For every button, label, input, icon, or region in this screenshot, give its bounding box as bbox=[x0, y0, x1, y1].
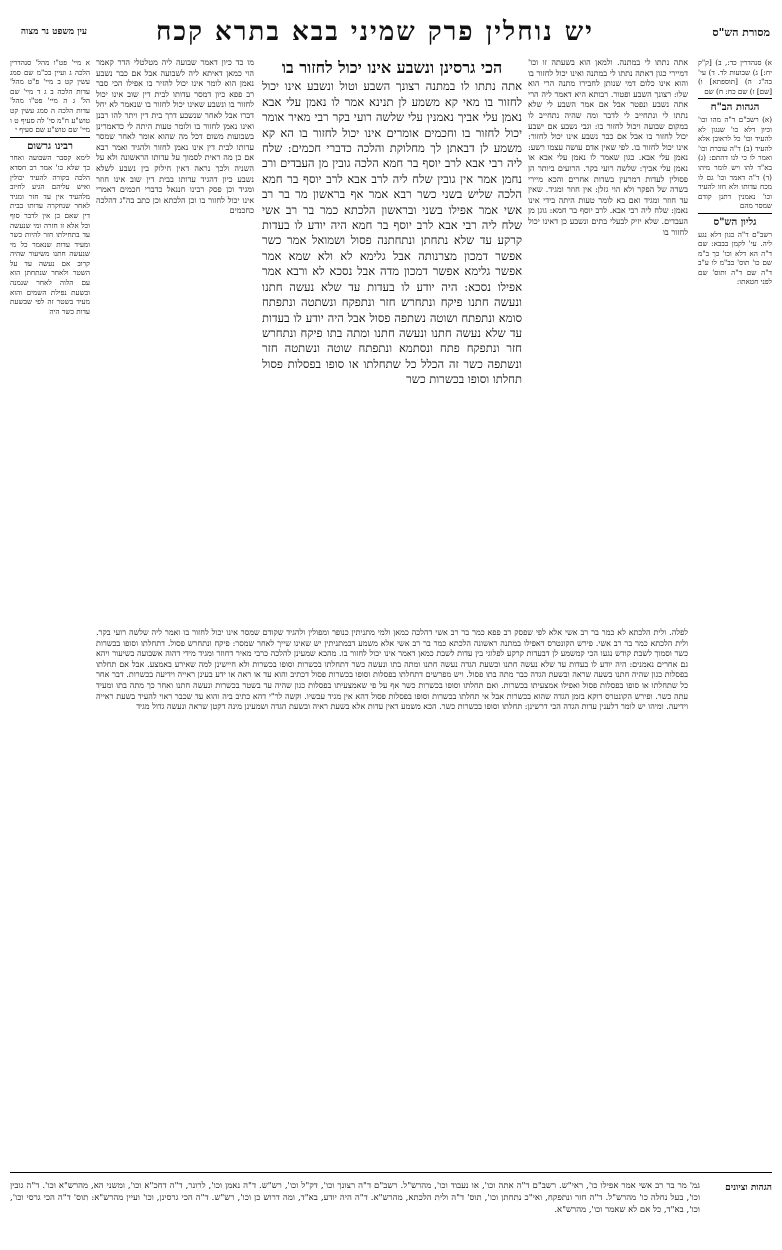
right-margin-column bbox=[698, 58, 772, 1158]
bottom-commentary-text: לפלה. ולית הלכתא לא כמר בר רב אשי אלא לפי שפסק רב פפא כמר בר רב אשי דהלכה כמאן ולמי מתניתין כנופר ומפולין ולהגיד שקודם שמסר אינו יכול לחזור בו ואמר ליה שלשה רועי בקר. ולית הלכתא כמר בר רב אשי. פירש הקונטרס דאפילו במתנה ראשונה הלכתא כמר בר רב אשי אלא משמע דבמתניתין יש שאינו שייך לאחר שמסר: פיקח ונתחרש פסול. דתחלתו וסופו בכשרות כשר וסמוך לשבת קודש נגעו הכי קמשמע לן דבעדות קרקע לפלוגי בין עדות לשבת כמאן דאמר אינו יכול לחזור בו. מהכא שמעינן להלכה כרבי מאיר דחוזר ומגיד מידי דהוה אשבועה בשיעור ויהא גם אחרים נאמנים: היה יודע לו בעדות עד שלא נעשה חתנו ובשעת הגדה נעשה חתנו ומתה בתו ונעשה כשר דתחלתו בכשרות וסופו בכשרות ולא חיישינן למה שאירע באמצע. אבל אם תחלתו בפסלות כגון שהיה חתנו בשעה שראה ובשעת הגדה כבר מתה בתו פסול. ויש מפרשים דתחלתו בפסלות וסופו בכשרות פסול דכתיב והוא עד או ראה או ידע בעינן ראייה וידיעה בכשרות. דבר אחר כל שתחלתו או סופו בפסלות פסול ואפילו אמצעיתו בכשרות. ואם תחלתו וסופו בכשרות כשר אף על פי שאמצעיתו בפסלות כגון שהיה עד בשטר בכשרות ונעשה חתנו ואחר כך מתה בתו ומעיד עתה כשר. ופירש הקונטרס דוקא בזמן הגדה שהוא בכשרות אבל אי תחלתו בכשרות וסופו בפסלות פסול דהא אין מגיד עכשיו. וקשה לר"י דהא כתיב ביה והוא עד שכבר ראוי להעיד בשעת ראייה וידיעה. ומיהו יש לומר דלענין עדות הגדה הכי דרשינן: תחלתו וסופו בכשרות כשר. הכא משמע דאין עדות אלא בשעת ראיה ובשעת הגדה ושמעינן מינה דקטן שראה ונעשה גדול מגיד bbox=[96, 628, 688, 712]
masoret-hashas-text: א) סנהדרין כד:, ב) [ק"ק יח:] ג) שבועות לד. ד) עי' בה"ג ה) [תוספתא] ו) [שם] ז) שם כח: ח) שם bbox=[698, 58, 772, 96]
ein-mishpat-text: א מיי' פט"ו מהל' סנהדרין הלכה ג ועיין בכ"מ שם סמג עשין קט ב מיי' פ"ט מהל' עדות הלכה ב ג ד מיי' שם הל' ג ה מיי' פט"ו מהל' עדות הלכה ה סמג עשין קט טוש"ע ח"מ סי' לה סעיף ט ו מיי' שם טוש"ע שם סעיף י bbox=[10, 58, 90, 135]
header-ein-mishpat-label: עין משפט נר מצוה bbox=[20, 26, 87, 37]
rashbam-text: אתה נתתו לי במתנה. ולמאן הוא בשעתה זו וכו' דמיירי כגון דאתה נתתו לי במתנה ואינו יכול לחזור בו והוא אינו כלום דמי שנותן לחבירו מתנה הרי הוא שלו: רצונך השבע ופטור. רבותא היא דאמר ליה הרי אתה נשבע ונפטר אבל אם אמר השבע לי שלא נתתו לי ונתחייב לי לדבר ומה שהיה נתחייב לו במקום שבועה ויכול לחזור בו: וגבי נשבע אם ישבע יכול לחזור בו אבל אם כבר נשבע אינו יכול לחזור: אינו יכול לחזור בו. לפי שאין אדם עושה עצמו רשע: נאמן עלי אבא. כגון שאמר לו נאמן עלי אבא או נאמן עלי אביך: שלשה רועי בקר. הרועים ביותר הן פסולין לעדות דמרעין בשדות אחרים והכא מיירי בשדה של הפקר ולא הוי גזלן: אין חוזר ומגיד. שאין עד חוזר ומגיד ואם בא לומר טעות היתה בידי אינו נאמן: שלח ליה רבי אבא. לרב יוסף בר חמא: גוגן מן העבדים. שלא יזיק לבעלי בתים ונשבע כן דאינו יכול לחזור בו bbox=[528, 58, 688, 237]
divider bbox=[698, 98, 772, 99]
footer-label: הגהות וציונים bbox=[725, 1183, 772, 1193]
gilyon-text: רשב"ם ד"ה כגון דלא נגע ליה. עי' לקמן בבבא: שם ד"ה הא דלא וכו' כך ב"מ שם כו' תוס' בב"מ לו ע"ב ד"ה שם ד"ה ותוס' שם לפני חטאתו: bbox=[698, 229, 772, 287]
page-title: יש נוחלין פרק שמיני בבא בתרא קכח bbox=[156, 17, 594, 47]
rashbam-commentary bbox=[528, 58, 688, 618]
footer-divider bbox=[10, 1172, 772, 1173]
gemara-text-block bbox=[262, 58, 522, 618]
tosafot-commentary bbox=[96, 58, 254, 618]
gemara-text: אתה נתתו לו במתנה רצונך השבע וטול ונשבע אינו יכול לחזור בו מאי קא משמע לן תנינא אמר לו נאמן עלי אבא נאמן עלי אביך נאמנין עלי שלשה רועי בקר רבי מאיר אומר יכול לחזור בו וחכמים אומרים אינו יכול לחזור בו הא קא משמע לן דבאתן לך מחלוקת והלכה כדברי חכמים: שלח ליה רבי אבא לרב יוסף בר חמא הלכה גובין מן העבדים ורב נחמן אמר אין גובין שלח ליה לרב אבא לרב יוסף בר חמא הלכה שליש בשני כשר רבא אמר אף בראשון מר בר רב אשי אמר אפילו בשני ובראשון הלכתא כמר בר רב אשי שלח ליה רבי אבא לרב יוסף בר חמא היה יודע לו בעדות קרקע עד שלא נתחתן ונתחתנה פסול ושמואל אמר כשר אפשר דמכון מצרנותה אבל גלימא לא ולא שמא אמר אפשר גלימא אפשר דמכון מדה אבל נסכא לא ורבא אמר אפילו נסכא: היה יודע לו בעדות עד שלא נעשה חתנו ונעשה חתנו פיקח ונתחרש חזר ונתפקח ונשתטה ונתפתח סומא ונתפתח ושוטה נשתפה פסול אבל היה יודע לו בעדות עד שלא נעשה חתנו ונעשה חתנו ומתה בתו פיקח ונתחרש חזר ונתפקח פתח ונסתמא ונתפתח שוטה ונשתטה חזר ונשתפה כשר זה הכלל כל שתחלתו או סופו בפסלות פסול תחלתו וסופו בכשרות כשר bbox=[262, 79, 522, 387]
hagahot-title: הגהות הב"ח bbox=[710, 102, 760, 114]
gemara-heading: הכי גרסינן ונשבע אינו יכול לחזור בו bbox=[281, 58, 503, 77]
header-masoret-label: מסורת הש"ס bbox=[712, 25, 770, 39]
rabbeinu-gershom-text: לימא קסבר השבועה ואחר כך שלא כו' אמר רב חסדא הלכה בקורה להעיד יכולין ואיש עליהם הגיע לחיוב מלהעיד אין עד חזר ומגיד לאחר שנחקרה עדותו בבית דין שאם כן אין לדבר סוף וכל אלא זו חזרה ומי שנעשה עד בתחילתו חזר להיות כשר ומעיד עדות שנאמר כל מי שנעשה חתנו משיעור שהיה קרוב אם נעשה עד על השטר ולאחר שנתחתן הוא עם הלוה לאחר שנמנה ובשעת נפילת השמים והוא מעיד בשטר זה לפי שבשעת עדות כשר היה bbox=[10, 153, 90, 316]
bottom-commentary bbox=[96, 628, 688, 1078]
tosafot-text: מו כד כיון דאמר שבועה ליה מטלטלי הדר קאמר הוי כמאן דאיתא ליה לשבועה אבל אם כבר נשבע נאמן הוא לומר אינו יכול להזיר בו אפילו הכי סבר רב פפא כיון דמסר עדותו לבית דין שוב אינו יכול לחזור בו ונשבע שאינו יכול לחזור בו שנאמר לא יחל דברו אבל לאחר שנשבע דרך בית דין ויתר להו רבנן ואינו נאמן לחזור בו ולומר טעות היתה לי כדאמרינן בשבועות משום דכל מה שהוא אומר לאחר שמסר עדותו לבית דין אינו נאמן לחזור ולהגיד ואמר רבא אם כן מה ראית לסמוך על עדותו הראשונה ולא על השניה ולכך נראה דאין חילוק בין נשבע לשלא נשבע כיון דהגיד עדותו בבית דין שוב אינו חוזר ומגיד וכן פסק רבינו חננאל כדברי חכמים דאמרי אינו יכול לחזור בו וכן הלכתא וכן כתב בה"ג דהלכה כחכמים bbox=[96, 58, 254, 216]
hagahot-text: (א) רשב"ם ד"ה מהו וכו' וכיון דלא כו' שנגון לא להעיד וכו' כל לראובן אלא להעיד (ב) ד"ה עוברת וכו' ואמר לו כי לנו דהתם: (ג) בא"ד להו ויש לומר מיהו (ד) ד"ה דאמר וכו' גם לו מכח עדותו ולא חזו להעיד וכו' נאמנין דתנן קודם שמסר מהם bbox=[698, 114, 772, 211]
divider bbox=[10, 137, 90, 138]
left-margin-column bbox=[10, 58, 90, 1158]
divider bbox=[698, 213, 772, 214]
rabbeinu-gershom-title: רבינו גרשום bbox=[27, 140, 73, 152]
footer-notes: גמ' מר בר רב אשי אמר אפילו כו', ראי"ש. רשב"ם ד"ה אתה וכו', או נעבוד וכו', מהרש"ל. רשב"ם ד"ה רצונך וכו', דק"ל וכו', רש"ש. ד"ה נאמן וכו', לרונר, ד"ה דחכ"א וכו', ומשני הא, מהרש"א וכו'. ד"ה גובין וכו', בעל נחלה כו' מהרש"ל. ד"ה חזר ונתפקח, ואי"כ נתחתן וכו', תוס' ד"ה ולית הלכתא, מהרש"א. ד"ה היה יודע, בא"ד, ומה דרוש כן וכו', רש"ש. ד"ה הכי גרסינן, וכו' ועיין מהרש"א: תוס' ד"ה הכי גרסי וכו', וכו', בא"ד, כל אם לא שאמר וכו', מהרש"א. bbox=[10, 1181, 700, 1215]
gilyon-title: גליון הש"ס bbox=[713, 216, 757, 228]
